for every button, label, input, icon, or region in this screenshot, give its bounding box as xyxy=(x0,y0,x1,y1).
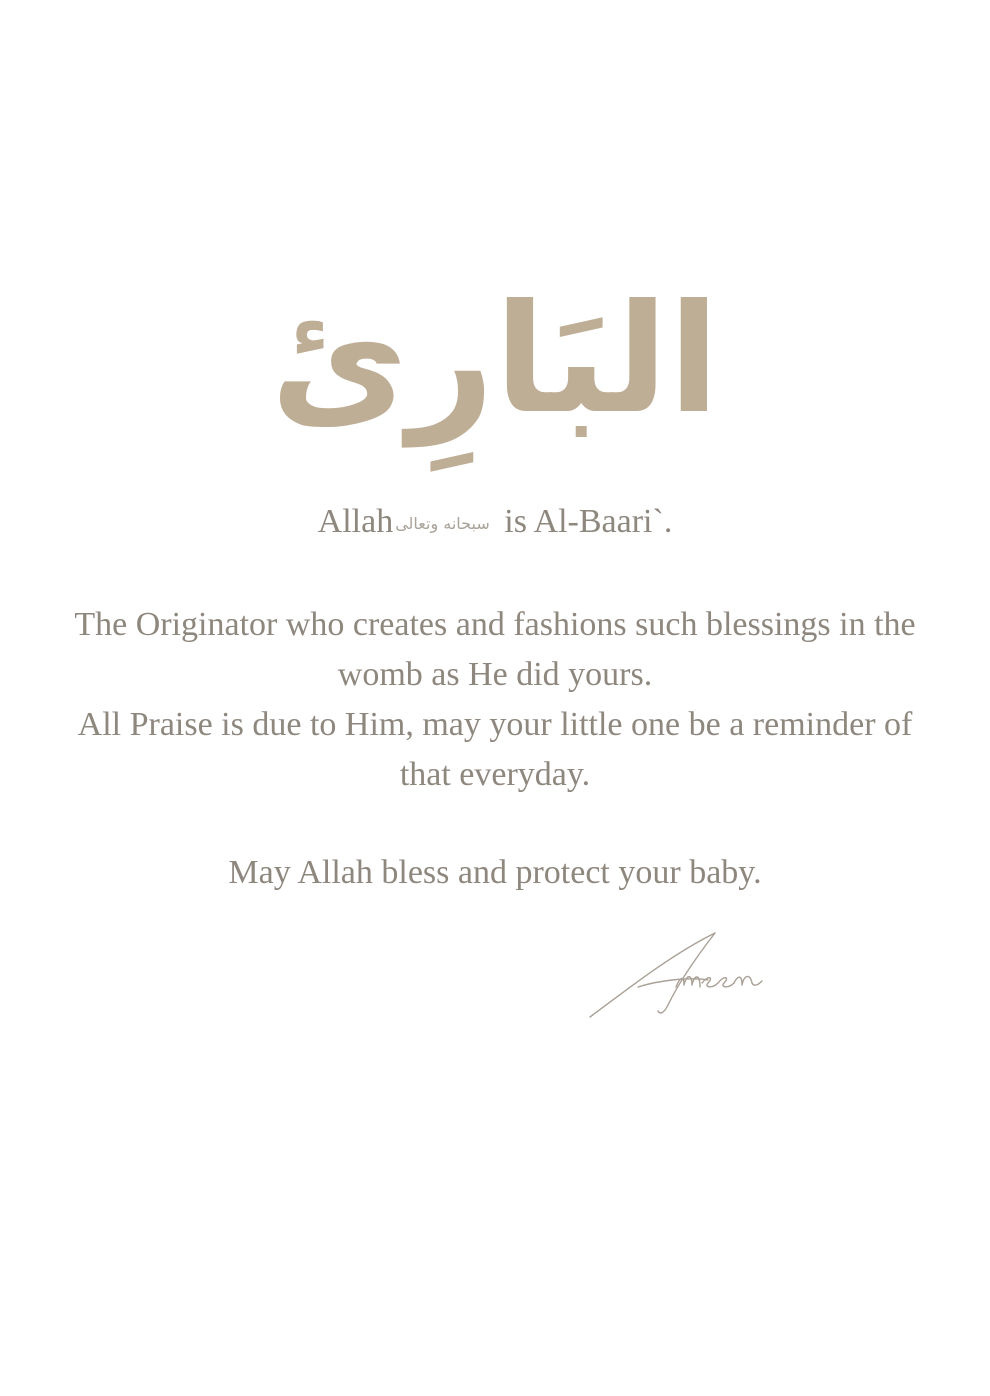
body-paragraph-1: The Originator who creates and fashions such blessings in the womb as He did yours. xyxy=(74,606,916,693)
intro-name: Allah xyxy=(317,503,394,540)
body-text xyxy=(60,600,930,800)
intro-rest: is Al-Baari`. xyxy=(495,503,673,540)
closing-line: May Allah bless and protect your baby. xyxy=(228,854,762,891)
intro-line xyxy=(0,500,990,546)
arabic-name-title: البَارِئ xyxy=(270,273,720,447)
body-paragraph-2: All Praise is due to Him, may your little one be a reminder of that everyday. xyxy=(77,706,913,793)
honorific-calligraphy-icon: سبحانه وتعالى xyxy=(395,514,490,534)
ameen-signature xyxy=(580,925,770,1025)
